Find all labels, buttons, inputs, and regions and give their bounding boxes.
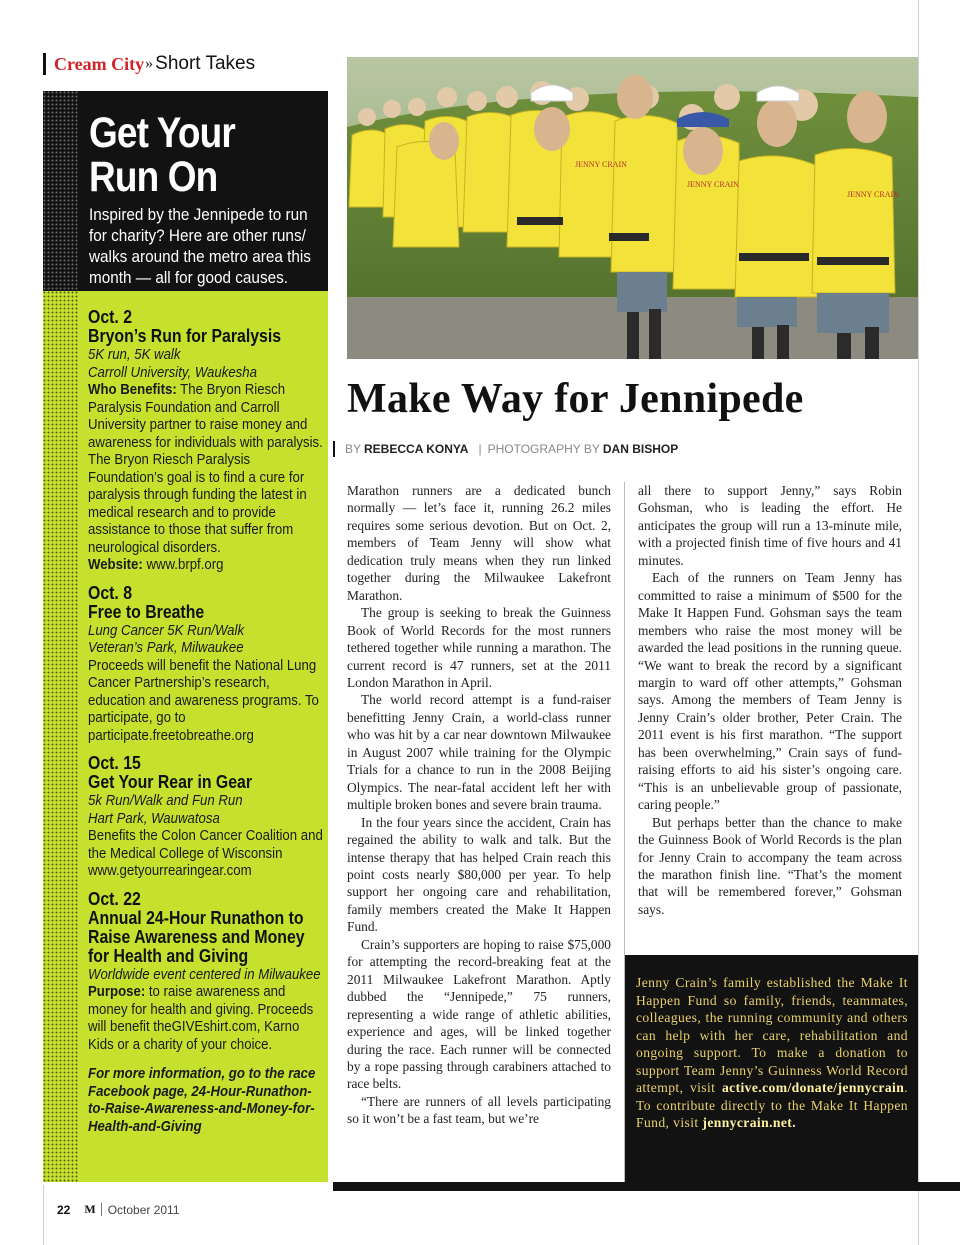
- page-footer: [57, 1202, 180, 1217]
- article-paragraph: all there to support Jenny,” says Robin Gohsman, who is leading the effort. He anticipates the group will run a 13-minute mile, with a projected finish time of five hours and 41 minutes.: [638, 483, 902, 568]
- event-location: Carroll University, Waukesha: [88, 363, 257, 381]
- event-description: [88, 983, 324, 1053]
- article-paragraph: In the four years since the accident, Crain has regained the ability to walk and talk. But the intense therapy that has helped Crain reach this point costs nearly $80,000 per year. To help support her ongoing care and rehabilitation, family members created the Make It Happen Fund.: [347, 814, 611, 935]
- article-paragraph: The world record attempt is a fund-raiser benefitting Jenny Crain, a world-class runner who was hit by a car near downtown Milwaukee in August 2007 while training for the Olympic Trials for a chance to run in the 2008 Beijing Olympics. The near-fatal accident left her with multiple broken bones and severe brain trauma.: [347, 692, 611, 813]
- runners-photo: [347, 57, 918, 359]
- sidebar-title-box: [43, 91, 328, 291]
- byline: [333, 440, 682, 458]
- article-paragraph: “There are runners of all levels participating so it won’t be a fast team, but we’re: [347, 1093, 611, 1127]
- page-number: 22: [57, 1202, 71, 1217]
- byline-pipe: |: [478, 442, 482, 456]
- event-date: Oct. 15: [88, 753, 141, 773]
- section-header: [43, 51, 255, 77]
- event-item: [88, 753, 324, 880]
- sidebar-title: [89, 111, 287, 199]
- article-column-1: [347, 482, 611, 1128]
- sidebar: [43, 91, 328, 1182]
- article-paragraph: The group is seeking to break the Guinness Book of World Records for the most runners tethered together while running a marathon. The current record is 47 runners, set at the 2011 London Marathon in April.: [347, 605, 611, 690]
- section-separator: »: [145, 55, 154, 72]
- article-headline: Make Way for Jennipede: [347, 376, 804, 422]
- halftone-strip: [43, 291, 79, 1182]
- footer-separator: [101, 1203, 102, 1216]
- donation-info-box: [625, 955, 918, 1182]
- event-location: Veteran’s Park, Milwaukee: [88, 639, 244, 656]
- shirt-print: JENNY CRAIN: [847, 190, 899, 199]
- page-edge-left: [43, 1185, 44, 1245]
- info-text-part: . To contribute directly to the Make It Happen Fund, visit: [636, 1080, 908, 1130]
- event-label: Who Benefits:: [88, 381, 177, 398]
- event-label: Website:: [88, 556, 143, 573]
- byline-by: BY: [345, 442, 362, 456]
- event-description: Proceeds will benefit the National Lung Cancer Partnership’s research, education and awareness programs. To participate, go to participate.freetobreathe.org: [88, 656, 319, 744]
- donation-link[interactable]: active.com/donate/jennycrain: [721, 1080, 905, 1095]
- bottom-rule: [333, 1182, 960, 1191]
- issue-date: October 2011: [107, 1202, 180, 1217]
- event-type: Lung Cancer 5K Run/Walk: [88, 621, 245, 639]
- runners-photo-illustration: [347, 57, 918, 359]
- article-paragraph: Crain’s supporters are hoping to raise $75,000 for attempting the record-breaking feat at the 2011 Milwaukee Lakefront Marathon. Aptly dubbed the “Jennipede,” 75 runners, representing a wide range of athletic abilities, experience and ages, will be linked together during the race. Each runner will be connected by a rope passing through carabiners attached to race belts.: [347, 936, 611, 1092]
- shirt-print: JENNY CRAIN: [575, 160, 627, 169]
- sidebar-title-line2: Run On: [89, 153, 218, 201]
- event-date: Oct. 8: [88, 582, 133, 603]
- article-paragraph: But perhaps better than the chance to make the Guinness Book of World Records is the plan for Jenny Crain to accompany the team across the marathon finish line. “That’s the moment that will be remembered forever,” Gohsman says.: [638, 814, 902, 917]
- article-paragraph: Marathon runners are a dedicated bunch normally — let’s face it, running 26.2 miles requires some serious devotion. But on Oct. 2, members of Team Jenny will show what dedication truly means when they run linked together during the Milwaukee Lakefront Marathon.: [347, 483, 611, 603]
- event-item: [88, 307, 324, 574]
- event-name: Free to Breathe: [88, 601, 205, 622]
- author-name: REBECCA KONYA: [364, 442, 469, 456]
- magazine-logo: M: [84, 1202, 96, 1216]
- sidebar-title-line1: Get Your: [89, 109, 235, 157]
- page-edge: [918, 0, 919, 1245]
- donation-info-text: [636, 974, 908, 1132]
- event-text: to raise awareness and money for health and giving. Proceeds will benefit theGIVEshirt.com, Karno Kids or a charity of your choice.: [88, 983, 314, 1053]
- header-bar: [43, 53, 46, 75]
- event-description: Benefits the Colon Cancer Coalition and the Medical College of Wisconsin www.getyourrearingear.com: [88, 827, 323, 879]
- byline-bar: [333, 441, 335, 457]
- event-list: [88, 307, 324, 1135]
- event-website: [88, 556, 324, 574]
- section-name: Short Takes: [155, 53, 256, 74]
- sidebar-intro: Inspired by the Jennipede to run for charity? Here are other runs/ walks around the metro area this month — all for good causes.: [89, 205, 311, 287]
- event-location: Hart Park, Wauwatosa: [88, 809, 220, 827]
- event-item: [88, 583, 324, 745]
- photographer-name: DAN BISHOP: [602, 442, 679, 456]
- shirt-print: JENNY CRAIN: [687, 180, 739, 189]
- sidebar-footnote: For more information, go to the race Facebook page, 24-Hour-Runathon-to-Raise-Awareness-and-Money-for-Health-and-Giving: [88, 1065, 316, 1135]
- photo-credit-label: PHOTOGRAPHY BY: [487, 442, 600, 456]
- halftone-strip: [43, 91, 79, 291]
- event-item: [88, 889, 324, 1054]
- event-date: Oct. 2: [88, 307, 133, 327]
- event-type: 5k Run/Walk and Fun Run: [88, 792, 243, 809]
- event-name: Annual 24-Hour Runathon to Raise Awareness and Money for Health and Giving: [88, 907, 305, 966]
- article-column-2: [638, 482, 902, 918]
- event-link[interactable]: www.brpf.org: [146, 556, 224, 573]
- event-label: Purpose:: [88, 983, 146, 1000]
- event-date: Oct. 22: [88, 888, 141, 909]
- article-paragraph: Each of the runners on Team Jenny has committed to raise a minimum of $500 for the Make It Happen Fund. Gohsman says the team members who raise the most money will be awarded the lead positions in the running queue. “We want to break the record by a significant margin to ward off other attempts,” Gohsman says. Among the members of Team Jenny is Jenny Crain’s older brother, Peter Crain. The 2011 event is his first marathon. “The support has been overwhelming,” Crain says of fund-raising efforts to aid his sister’s ongoing care. “This is an unbelievable group of passionate, caring people.”: [638, 570, 902, 813]
- fund-link[interactable]: jennycrain.net.: [702, 1115, 796, 1130]
- event-description: [88, 381, 324, 556]
- event-type: Worldwide event centered in Milwaukee: [88, 965, 321, 983]
- section-brand: Cream City: [54, 53, 145, 74]
- event-name: Bryon’s Run for Paralysis: [88, 326, 282, 346]
- event-type: 5K run, 5K walk: [88, 346, 181, 363]
- event-text: The Bryon Riesch Paralysis Foundation and Carroll University partner to raise money and awareness for individuals with paralysis. The Bryon Riesch Paralysis Foundation’s goal is to find a cure for paralysis through funding the latest in medical research and to provide assistance to those that suffer from neurological disorders.: [88, 381, 323, 556]
- info-text-part: Jenny Crain’s family established the Make It Happen Fund so family, friends, teammates, colleagues, the running community and others can help with her care, rehabilitation and ongoing support. To make a donation to support Team Jenny’s Guinness World Record attempt, visit: [636, 975, 908, 1095]
- event-name: Get Your Rear in Gear: [88, 772, 253, 792]
